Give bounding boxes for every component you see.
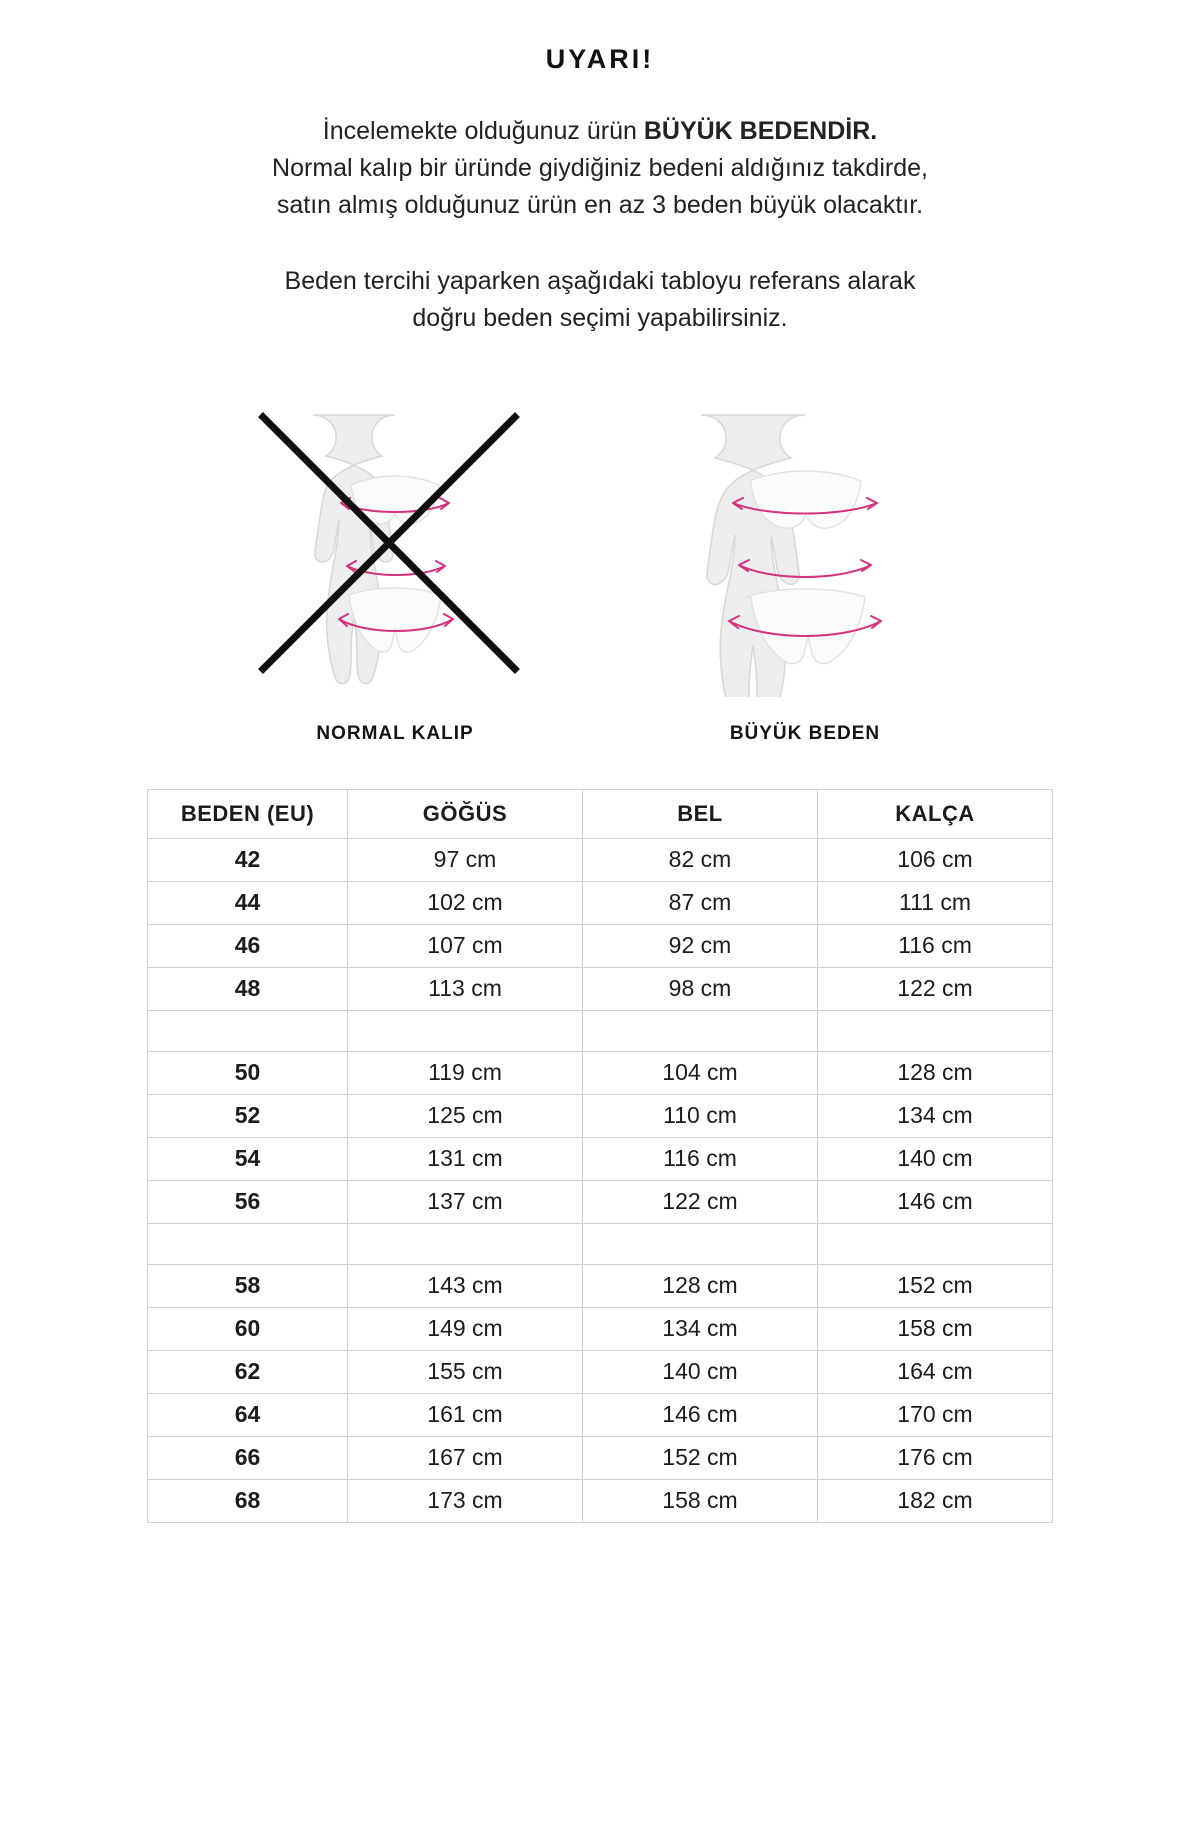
table-row <box>148 1094 1053 1137</box>
spacer-cell <box>818 1223 1053 1264</box>
size-chart-table <box>147 789 1053 1523</box>
waist-cell: 87 cm <box>583 881 818 924</box>
spacer-cell <box>818 1010 1053 1051</box>
size-cell: 56 <box>148 1180 348 1223</box>
intro-line-3: satın almış olduğunuz ürün en az 3 beden büyük olacaktır. <box>276 190 924 219</box>
hip-cell: 182 cm <box>818 1479 1053 1522</box>
table-row <box>148 1137 1053 1180</box>
hip-cell: 122 cm <box>818 967 1053 1010</box>
bust-cell: 113 cm <box>348 967 583 1010</box>
intro-emphasis: BÜYÜK BEDENDİR. <box>643 117 878 145</box>
waist-cell: 140 cm <box>583 1350 818 1393</box>
column-header-bust: GÖĞÜS <box>348 789 583 838</box>
figure-normal-fit <box>245 407 545 745</box>
size-cell: 42 <box>148 838 348 881</box>
bust-cell: 131 cm <box>348 1137 583 1180</box>
bust-cell: 173 cm <box>348 1479 583 1522</box>
intro-line-1 <box>323 117 877 145</box>
table-row <box>148 967 1053 1010</box>
size-cell: 66 <box>148 1436 348 1479</box>
hip-cell: 170 cm <box>818 1393 1053 1436</box>
hip-cell: 111 cm <box>818 881 1053 924</box>
intro-paragraph-2 <box>80 263 1120 337</box>
waist-cell: 134 cm <box>583 1307 818 1350</box>
normal-body-diagram <box>245 407 545 697</box>
bust-cell: 161 cm <box>348 1393 583 1436</box>
table-row <box>148 881 1053 924</box>
size-cell: 64 <box>148 1393 348 1436</box>
hip-cell: 128 cm <box>818 1051 1053 1094</box>
intro-paragraph-1 <box>80 113 1120 223</box>
size-guide-page <box>80 44 1120 1523</box>
hip-cell: 164 cm <box>818 1350 1053 1393</box>
size-cell: 54 <box>148 1137 348 1180</box>
figure-plus-size-caption: BÜYÜK BEDEN <box>729 722 881 744</box>
hip-cell: 134 cm <box>818 1094 1053 1137</box>
table-row <box>148 924 1053 967</box>
size-cell: 46 <box>148 924 348 967</box>
size-cell: 58 <box>148 1264 348 1307</box>
figure-normal-fit-caption: NORMAL KALIP <box>316 722 474 744</box>
figure-plus-size-illustration <box>655 407 955 697</box>
table-row <box>148 838 1053 881</box>
size-chart-head <box>148 789 1053 838</box>
waist-cell: 104 cm <box>583 1051 818 1094</box>
bust-cell: 107 cm <box>348 924 583 967</box>
waist-cell: 92 cm <box>583 924 818 967</box>
bust-cell: 137 cm <box>348 1180 583 1223</box>
table-row <box>148 1180 1053 1223</box>
spacer-cell <box>348 1223 583 1264</box>
hip-cell: 116 cm <box>818 924 1053 967</box>
waist-cell: 116 cm <box>583 1137 818 1180</box>
hip-cell: 146 cm <box>818 1180 1053 1223</box>
table-spacer-row <box>148 1010 1053 1051</box>
waist-cell: 122 cm <box>583 1180 818 1223</box>
table-row <box>148 1264 1053 1307</box>
size-cell: 68 <box>148 1479 348 1522</box>
figure-normal-fit-illustration <box>245 407 545 697</box>
bust-cell: 102 cm <box>348 881 583 924</box>
bust-cell: 155 cm <box>348 1350 583 1393</box>
size-cell: 48 <box>148 967 348 1010</box>
spacer-cell <box>148 1223 348 1264</box>
hip-cell: 140 cm <box>818 1137 1053 1180</box>
bust-cell: 167 cm <box>348 1436 583 1479</box>
table-row <box>148 1350 1053 1393</box>
waist-cell: 146 cm <box>583 1393 818 1436</box>
hip-cell: 106 cm <box>818 838 1053 881</box>
bust-cell: 125 cm <box>348 1094 583 1137</box>
bust-cell: 119 cm <box>348 1051 583 1094</box>
waist-cell: 128 cm <box>583 1264 818 1307</box>
table-row <box>148 1479 1053 1522</box>
waist-cell: 152 cm <box>583 1436 818 1479</box>
plus-size-body-diagram <box>655 407 955 697</box>
bust-cell: 143 cm <box>348 1264 583 1307</box>
column-header-size: BEDEN (EU) <box>148 789 348 838</box>
table-row <box>148 1307 1053 1350</box>
size-cell: 60 <box>148 1307 348 1350</box>
intro2-line-2: doğru beden seçimi yapabilirsiniz. <box>412 304 788 332</box>
figure-row <box>80 407 1120 745</box>
hip-cell: 158 cm <box>818 1307 1053 1350</box>
column-header-hip: KALÇA <box>818 789 1053 838</box>
bust-cell: 97 cm <box>348 838 583 881</box>
spacer-cell <box>583 1223 818 1264</box>
size-cell: 44 <box>148 881 348 924</box>
page-title: UYARI! <box>545 44 655 74</box>
table-row <box>148 1393 1053 1436</box>
spacer-cell <box>148 1010 348 1051</box>
size-chart-body <box>148 838 1053 1522</box>
table-row <box>148 1051 1053 1094</box>
waist-cell: 98 cm <box>583 967 818 1010</box>
size-cell: 52 <box>148 1094 348 1137</box>
intro-line-2: Normal kalıp bir üründe giydiğiniz bedeni aldığınız takdirde, <box>272 153 928 182</box>
spacer-cell <box>583 1010 818 1051</box>
waist-cell: 110 cm <box>583 1094 818 1137</box>
bust-cell: 149 cm <box>348 1307 583 1350</box>
waist-cell: 82 cm <box>583 838 818 881</box>
intro2-line-1: Beden tercihi yaparken aşağıdaki tabloyu referans alarak <box>284 267 916 296</box>
table-row <box>148 1436 1053 1479</box>
spacer-cell <box>348 1010 583 1051</box>
table-header-row <box>148 789 1053 838</box>
size-cell: 50 <box>148 1051 348 1094</box>
waist-cell: 158 cm <box>583 1479 818 1522</box>
size-cell: 62 <box>148 1350 348 1393</box>
hip-cell: 176 cm <box>818 1436 1053 1479</box>
table-spacer-row <box>148 1223 1053 1264</box>
column-header-waist: BEL <box>583 789 818 838</box>
figure-plus-size <box>655 407 955 745</box>
hip-cell: 152 cm <box>818 1264 1053 1307</box>
intro-line-1-text: İncelemekte olduğunuz ürün <box>322 117 644 145</box>
